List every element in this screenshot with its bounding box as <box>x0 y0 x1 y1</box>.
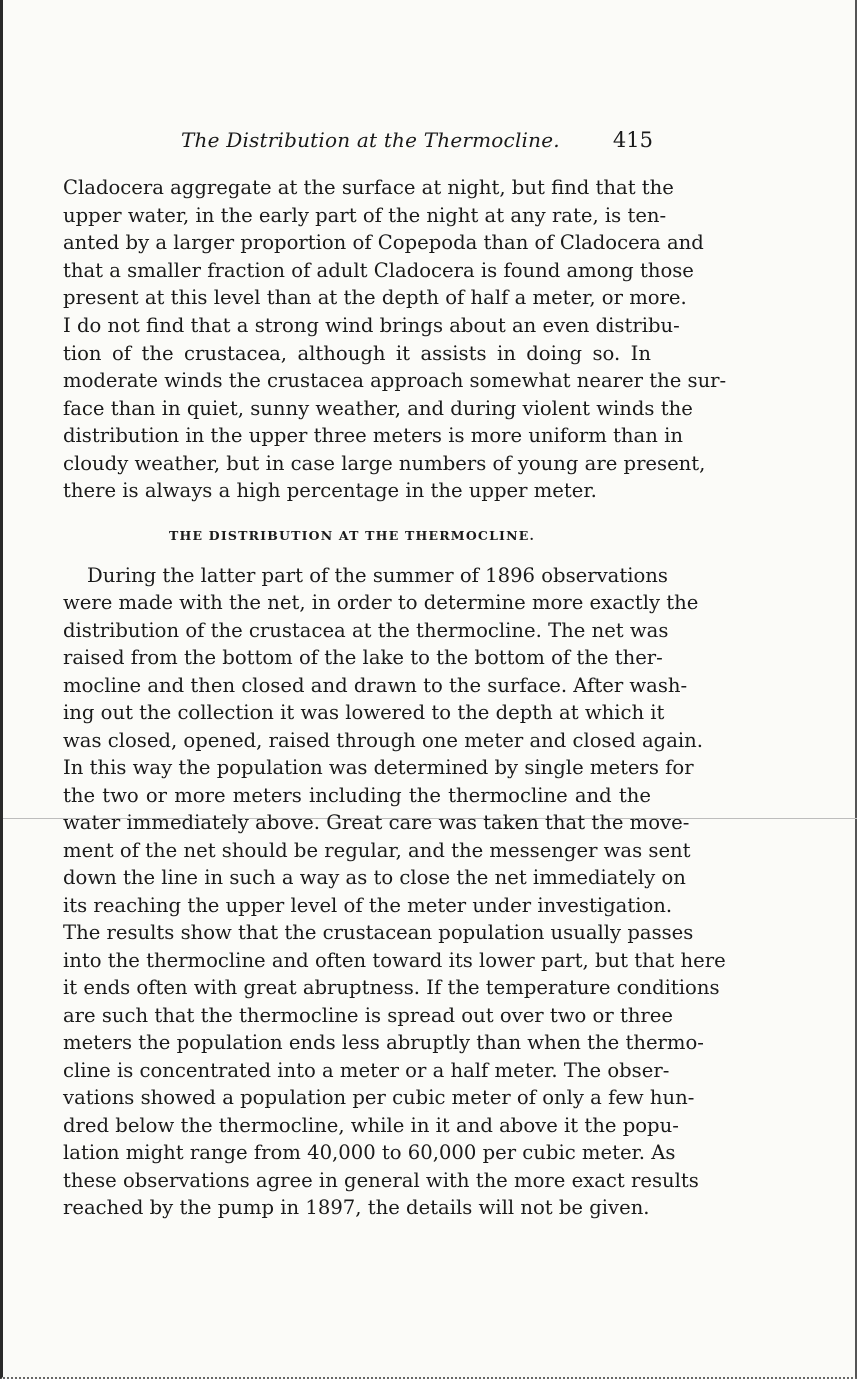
text-line: I do not find that a strong wind brings about an even distribu- <box>63 314 680 337</box>
text-line: raised from the bottom of the lake to the bottom of the ther- <box>63 646 663 669</box>
text-line: ment of the net should be regular, and the messenger was sent <box>63 839 691 862</box>
text-line: lation might range from 40,000 to 60,000 per cubic meter. As <box>63 1141 676 1164</box>
text-line: present at this level than at the depth of half a meter, or more. <box>63 286 687 309</box>
running-head: The Distribution at the Thermocline. <box>181 128 560 152</box>
text-line: distribution of the crustacea at the thermocline. The net was <box>63 619 669 642</box>
text-line: tion of the crustacea, although it assists in doing so. In <box>63 342 651 365</box>
text-line: distribution in the upper three meters is more uniform than in <box>63 424 683 447</box>
text-line: reached by the pump in 1897, the details will not be given. <box>63 1196 650 1219</box>
text-line: it ends often with great abruptness. If the temperature conditions <box>63 976 720 999</box>
text-line: ing out the collection it was lowered to the depth at which it <box>63 701 665 724</box>
text-line: face than in quiet, sunny weather, and during violent winds the <box>63 397 693 420</box>
text-line: In this way the population was determined by single meters for <box>63 756 694 779</box>
text-line: Cladocera aggregate at the surface at night, but find that the <box>63 176 674 199</box>
text-line: mocline and then closed and drawn to the surface. After wash- <box>63 674 688 697</box>
text-line: into the thermocline and often toward its lower part, but that here <box>63 949 726 972</box>
text-line: moderate winds the crustacea approach somewhat nearer the sur- <box>63 369 727 392</box>
text-line: vations showed a population per cubic meter of only a few hun- <box>63 1086 695 1109</box>
text-line: that a smaller fraction of adult Cladocera is found among those <box>63 259 694 282</box>
text-line: down the line in such a way as to close the net immediately on <box>63 866 686 889</box>
text-line: The results show that the crustacean population usually passes <box>63 921 694 944</box>
text-line: During the latter part of the summer of 1896 observations <box>87 564 668 587</box>
text-line: cloudy weather, but in case large numbers of young are present, <box>63 452 706 475</box>
text-line: upper water, in the early part of the night at any rate, is ten- <box>63 204 667 227</box>
page-header <box>63 128 653 158</box>
text-line: was closed, opened, raised through one meter and closed again. <box>63 729 704 752</box>
text-line: were made with the net, in order to determine more exactly the <box>63 591 699 614</box>
page-number: 415 <box>612 128 653 152</box>
text-line: these observations agree in general with the more exact results <box>63 1169 699 1192</box>
text-line: water immediately above. Great care was taken that the move- <box>63 811 690 834</box>
section-heading-text: THE DISTRIBUTION AT THE THERMOCLINE. <box>168 528 536 543</box>
section-heading <box>3 528 855 543</box>
text-line: there is always a high percentage in the upper meter. <box>63 479 597 502</box>
text-line: anted by a larger proportion of Copepoda than of Cladocera and <box>63 231 704 254</box>
text-line: its reaching the upper level of the meter under investigation. <box>63 894 673 917</box>
text-line: meters the population ends less abruptly than when the thermo- <box>63 1031 704 1054</box>
text-line: cline is concentrated into a meter or a half meter. The obser- <box>63 1059 670 1082</box>
text-line: are such that the thermocline is spread out over two or three <box>63 1004 673 1027</box>
text-line: the two or more meters including the thermocline and the <box>63 784 651 807</box>
text-line: dred below the thermocline, while in it and above it the popu- <box>63 1114 679 1137</box>
